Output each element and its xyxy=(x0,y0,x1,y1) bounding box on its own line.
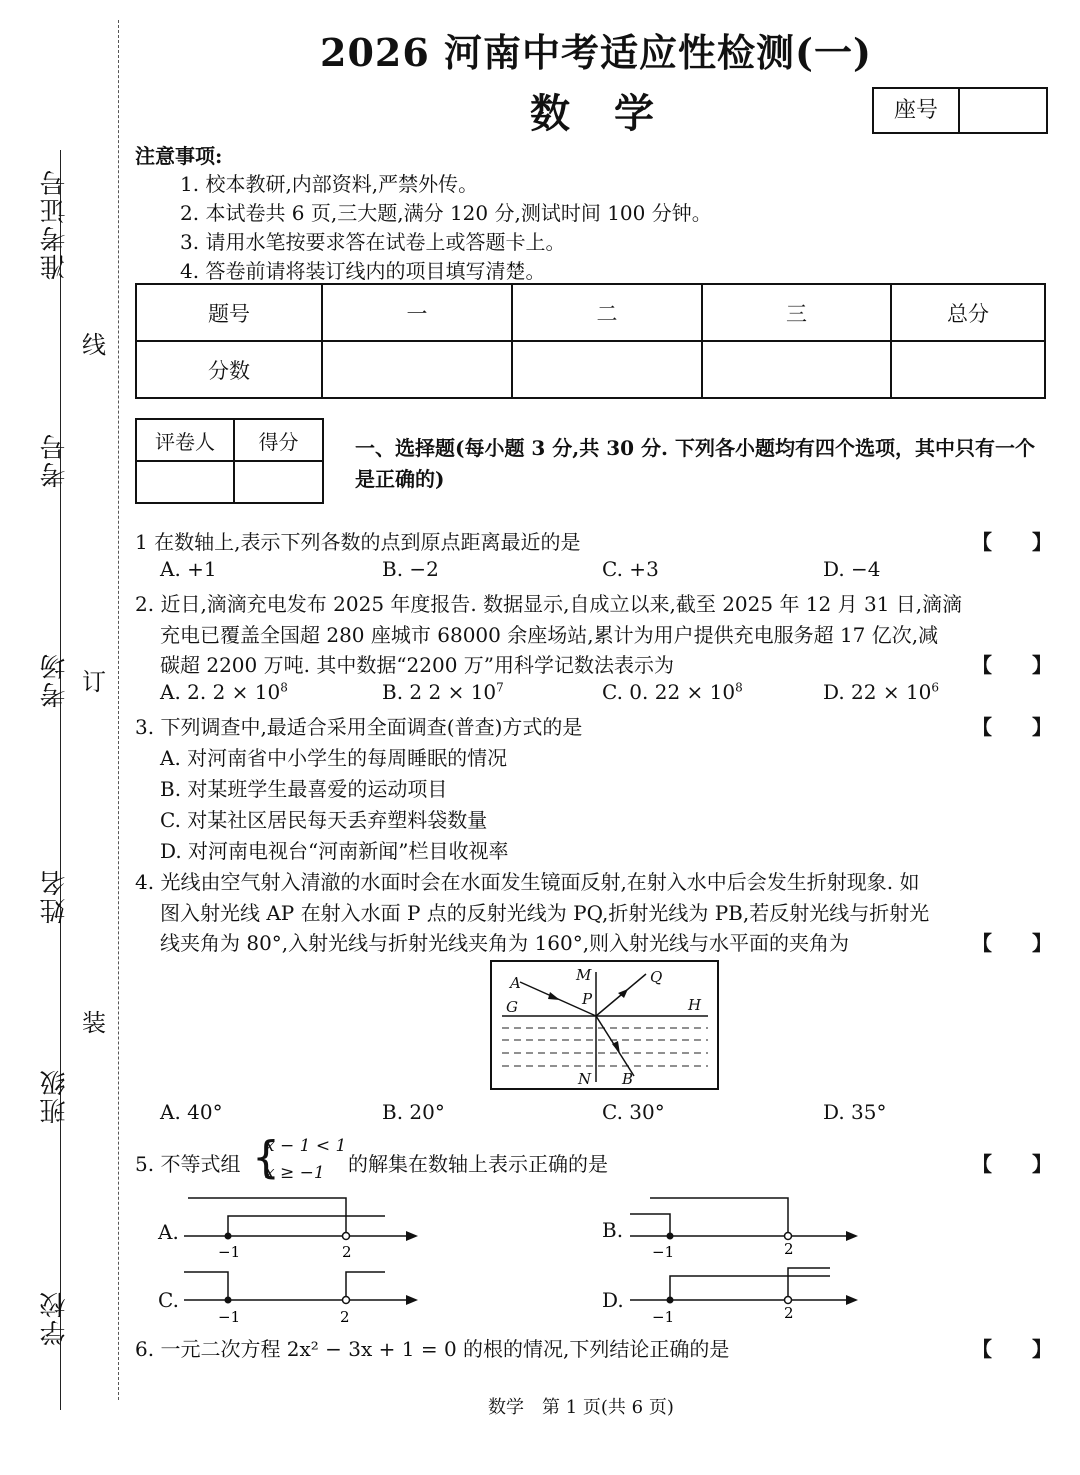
score-header-cell: 二 xyxy=(512,284,702,341)
label-h: H xyxy=(688,996,702,1014)
binding-char-order: 订 xyxy=(82,668,106,696)
q3-option-b: B. 对某班学生最喜爱的运动项目 xyxy=(160,777,448,801)
page-footer: 数学 第 1 页(共 6 页) xyxy=(488,1397,674,1418)
score-header-cell: 一 xyxy=(322,284,512,341)
tick-label: −1 xyxy=(218,1243,241,1261)
grader-table xyxy=(135,418,324,504)
number-line-b xyxy=(626,1196,866,1262)
tick-label: −1 xyxy=(652,1308,675,1326)
seat-number-box xyxy=(872,87,1048,134)
figure-frame xyxy=(491,961,718,1089)
tick-label: −1 xyxy=(652,1243,675,1261)
question-2-line: 碳超 2200 万吨. 其中数据“2200 万”用科学记数法表示为 xyxy=(160,653,675,677)
subject-title: 数学 xyxy=(530,90,698,137)
binding-char-line: 线 xyxy=(82,331,106,359)
tick-label: 2 xyxy=(784,1304,794,1322)
score-row-label: 分数 xyxy=(136,341,322,398)
q2-option-b: B. 2 $2 \times 10^7$ xyxy=(382,680,504,704)
brace-symbol: { xyxy=(252,1132,280,1183)
tick-label: 2 xyxy=(784,1240,794,1258)
question-6-stem: 6. 一元二次方程 2x² − 3x + 1 = 0 的根的情况,下列结论正确的是 xyxy=(135,1337,730,1361)
number-line-d xyxy=(626,1264,866,1332)
score-cell[interactable] xyxy=(702,341,891,398)
score-cell[interactable] xyxy=(322,341,512,398)
q1-option-d: D. −4 xyxy=(823,557,881,581)
inequality-2: x ≥ −1 xyxy=(265,1163,325,1183)
q1-option-c: C. +3 xyxy=(602,557,659,581)
q4-option-d: D. 35° xyxy=(823,1100,887,1124)
question-2-line: 2. 近日,滴滴充电发布 2025 年度报告. 数据显示,自成立以来,截至 2025 年 12 月 31 日,滴滴 xyxy=(135,592,963,616)
q4-option-b: B. 20° xyxy=(382,1100,445,1124)
section-one-title: 一、选择题(每小题 3 分,共 30 分. 下列各小题均有四个选项，其中只有一个是正确的) xyxy=(355,436,1035,491)
tick-label: 2 xyxy=(340,1308,350,1326)
q5-option-d: D. xyxy=(602,1288,624,1312)
q4-option-a: A. 40° xyxy=(160,1100,223,1124)
incident-arrow xyxy=(548,992,560,1000)
answer-bracket[interactable]: 【 】 xyxy=(972,530,1052,554)
q2-option-d: D. $22 \times 10^6$ xyxy=(823,680,940,704)
inequality-1: x − 1 < 1 xyxy=(265,1136,347,1156)
notice-item: 2. 本试卷共 6 页,三大题,满分 120 分,测试时间 100 分钟。 xyxy=(180,201,712,225)
label-b: B xyxy=(622,1070,634,1088)
q3-option-c: C. 对某社区居民每天丢弃塑料袋数量 xyxy=(160,808,488,832)
answer-bracket[interactable]: 【 】 xyxy=(972,1337,1052,1361)
grader-header-cell: 评卷人 xyxy=(136,419,234,461)
notice-item: 3. 请用水笔按要求答在试卷上或答题卡上。 xyxy=(180,230,566,254)
margin-field-class: 班级 xyxy=(40,1068,70,1124)
notice-item: 1. 校本教研,内部资料,严禁外传。 xyxy=(180,172,479,196)
seat-input[interactable] xyxy=(960,89,1046,132)
question-4-line: 线夹角为 80°,入射光线与折射光线夹角为 160°,则入射光线与水平面的夹角为 xyxy=(160,931,850,955)
score-header-cell: 总分 xyxy=(891,284,1045,341)
margin-field-exam-room: 考场 xyxy=(40,652,70,708)
score-cell[interactable] xyxy=(891,341,1045,398)
score-cell[interactable] xyxy=(512,341,702,398)
question-3-stem: 3. 下列调查中,最适合采用全面调查(普查)方式的是 xyxy=(135,715,583,739)
answer-bracket[interactable]: 【 】 xyxy=(972,715,1052,739)
q2-option-a: A. 2. $2 \times 10^8$ xyxy=(160,680,288,704)
question-2-line: 充电已覆盖全国超 280 座城市 68000 余座场站,累计为用户提供充电服务超 17 亿次,减 xyxy=(160,623,939,647)
score-header-cell: 题号 xyxy=(136,284,322,341)
q2-option-c: C. 0. $22 \times 10^8$ xyxy=(602,680,743,704)
tick-label: 2 xyxy=(342,1243,352,1261)
q5-option-b: B. xyxy=(602,1218,624,1242)
margin-field-name: 姓名 xyxy=(40,868,70,924)
q3-option-a: A. 对河南省中小学生的每周睡眠的情况 xyxy=(160,746,508,770)
grader-cell[interactable] xyxy=(234,461,323,503)
answer-bracket[interactable]: 【 】 xyxy=(972,1152,1052,1176)
q1-option-a: A. +1 xyxy=(160,557,217,581)
grader-header-cell: 得分 xyxy=(234,419,323,461)
tick-label: −1 xyxy=(218,1308,241,1326)
answer-bracket[interactable]: 【 】 xyxy=(972,931,1052,955)
label-n: N xyxy=(578,1070,592,1088)
question-4-line: 图入射光线 AP 在射入水面 P 点的反射光线为 PQ,折射光线为 PB,若反射光线与折射光 xyxy=(160,901,930,925)
label-p: P xyxy=(582,990,593,1008)
notice-heading: 注意事项: xyxy=(135,144,223,168)
label-m: M xyxy=(576,966,592,984)
question-1-stem: 1 在数轴上,表示下列各数的点到原点距离最近的是 xyxy=(135,530,581,554)
question-5-suffix: 的解集在数轴上表示正确的是 xyxy=(348,1152,608,1176)
margin-field-exam-id: 准考证号 xyxy=(40,168,70,280)
q4-option-c: C. 30° xyxy=(602,1100,665,1124)
notice-item: 4. 答卷前请将装订线内的项目填写清楚。 xyxy=(180,259,546,283)
seat-label: 座号 xyxy=(874,89,960,132)
score-table xyxy=(135,283,1046,399)
binding-dash-line xyxy=(118,20,119,1400)
score-header-cell: 三 xyxy=(702,284,891,341)
grader-cell[interactable] xyxy=(136,461,234,503)
margin-line xyxy=(60,150,61,1410)
exam-title: 2026 河南中考适应性检测(一) xyxy=(320,30,872,75)
binding-char-bind: 装 xyxy=(82,1009,106,1037)
refraction-figure xyxy=(490,960,720,1092)
q5-option-a: A. xyxy=(158,1220,179,1244)
answer-bracket[interactable]: 【 】 xyxy=(972,653,1052,677)
number-line-a xyxy=(180,1196,425,1262)
q1-option-b: B. −2 xyxy=(382,557,439,581)
q3-option-d: D. 对河南电视台“河南新闻”栏目收视率 xyxy=(160,839,509,863)
question-5-prefix: 5. 不等式组 xyxy=(135,1152,241,1176)
q5-option-c: C. xyxy=(158,1288,179,1312)
margin-field-exam-number: 考号 xyxy=(40,432,70,488)
label-q: Q xyxy=(650,968,663,986)
margin-field-school: 学校 xyxy=(40,1290,70,1346)
question-4-line: 4. 光线由空气射入清澈的水面时会在水面发生镜面反射,在射入水中后会发生折射现象. 如 xyxy=(135,870,920,894)
number-line-c xyxy=(180,1266,425,1332)
label-a: A xyxy=(510,974,521,992)
label-g: G xyxy=(506,998,518,1016)
